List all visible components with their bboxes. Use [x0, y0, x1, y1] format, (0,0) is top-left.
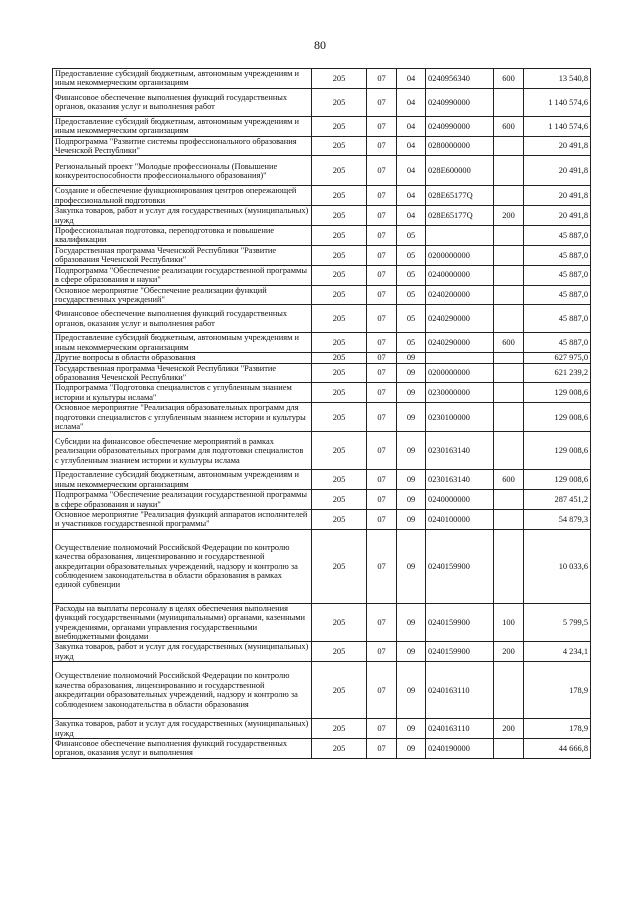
line-expense-type [494, 265, 524, 285]
line-section: 07 [367, 156, 397, 186]
line-name: Подпрограмма "Обеспечение реализации государственной программы в сфере образования и науки" [53, 265, 312, 285]
line-expense-type [494, 285, 524, 305]
line-grbs: 205 [312, 363, 367, 383]
line-amount: 129 008,6 [524, 383, 591, 403]
line-grbs: 205 [312, 470, 367, 490]
line-target-article: 0200000000 [426, 363, 494, 383]
table-row [53, 116, 591, 136]
line-section: 07 [367, 490, 397, 510]
budget-table [52, 68, 591, 759]
line-grbs: 205 [312, 490, 367, 510]
line-amount: 13 540,8 [524, 69, 591, 89]
table-row [53, 739, 591, 759]
line-target-article: 028E65177Q [426, 206, 494, 226]
line-target-article [426, 226, 494, 246]
line-section: 07 [367, 529, 397, 603]
line-section: 07 [367, 353, 397, 363]
line-grbs: 205 [312, 265, 367, 285]
line-section: 07 [367, 186, 397, 206]
line-subsection: 09 [397, 662, 426, 719]
line-section: 07 [367, 285, 397, 305]
line-section: 07 [367, 603, 397, 642]
line-name: Финансовое обеспечение выполнения функций государственных органов, оказания услуг и выполнения работ [53, 88, 312, 116]
line-amount: 129 008,6 [524, 470, 591, 490]
line-target-article: 0240159900 [426, 603, 494, 642]
line-amount: 4 234,1 [524, 642, 591, 662]
table-row [53, 490, 591, 510]
line-amount: 621 239,2 [524, 363, 591, 383]
line-amount: 627 975,0 [524, 353, 591, 363]
line-section: 07 [367, 432, 397, 470]
line-amount: 178,9 [524, 662, 591, 719]
line-amount: 178,9 [524, 719, 591, 739]
table-row [53, 363, 591, 383]
line-target-article: 0240290000 [426, 333, 494, 353]
line-amount: 10 033,6 [524, 529, 591, 603]
line-target-article: 0240200000 [426, 285, 494, 305]
line-subsection: 04 [397, 88, 426, 116]
line-expense-type [494, 403, 524, 432]
table-row [53, 265, 591, 285]
line-subsection: 05 [397, 333, 426, 353]
line-name: Финансовое обеспечение выполнения функций государственных органов, оказания услуг и выполнения работ [53, 305, 312, 333]
line-subsection: 05 [397, 265, 426, 285]
line-expense-type [494, 662, 524, 719]
line-subsection: 04 [397, 156, 426, 186]
line-grbs: 205 [312, 403, 367, 432]
line-amount: 20 491,8 [524, 156, 591, 186]
line-subsection: 04 [397, 69, 426, 89]
line-section: 07 [367, 642, 397, 662]
line-amount: 44 666,8 [524, 739, 591, 759]
line-section: 07 [367, 363, 397, 383]
line-grbs: 205 [312, 226, 367, 246]
line-name: Расходы на выплаты персоналу в целях обеспечения выполнения функций государственными (муниципальными) органами, казенными учреждениями, органами управления государственными внебюджетными фондами [53, 603, 312, 642]
line-section: 07 [367, 739, 397, 759]
line-subsection: 09 [397, 470, 426, 490]
line-name: Осуществление полномочий Российской Федерации по контролю качества образования, лицензированию и государственной аккредитации образовательных учреждений, надзору и контролю за соблюдением законодательства в области образования [53, 662, 312, 719]
table-row [53, 245, 591, 265]
line-subsection: 09 [397, 603, 426, 642]
line-grbs: 205 [312, 662, 367, 719]
line-section: 07 [367, 136, 397, 156]
line-target-article: 0230000000 [426, 383, 494, 403]
line-expense-type [494, 88, 524, 116]
table-row [53, 88, 591, 116]
line-section: 07 [367, 510, 397, 530]
line-amount: 129 008,6 [524, 432, 591, 470]
line-amount: 54 879,3 [524, 510, 591, 530]
line-section: 07 [367, 226, 397, 246]
line-section: 07 [367, 383, 397, 403]
line-subsection: 05 [397, 305, 426, 333]
line-subsection: 09 [397, 353, 426, 363]
line-grbs: 205 [312, 719, 367, 739]
line-name: Профессиональная подготовка, переподготовка и повышение квалификации [53, 226, 312, 246]
table-row [53, 136, 591, 156]
line-section: 07 [367, 333, 397, 353]
line-grbs: 205 [312, 88, 367, 116]
table-row [53, 529, 591, 603]
table-row [53, 305, 591, 333]
line-expense-type: 600 [494, 470, 524, 490]
line-expense-type [494, 383, 524, 403]
line-expense-type: 600 [494, 333, 524, 353]
line-subsection: 09 [397, 642, 426, 662]
line-amount: 20 491,8 [524, 186, 591, 206]
line-amount: 45 887,0 [524, 245, 591, 265]
line-amount: 45 887,0 [524, 305, 591, 333]
line-grbs: 205 [312, 333, 367, 353]
line-expense-type [494, 432, 524, 470]
table-row [53, 603, 591, 642]
table-row [53, 353, 591, 363]
table-row [53, 333, 591, 353]
line-subsection: 05 [397, 226, 426, 246]
line-name: Предоставление субсидий бюджетным, автономным учреждениям и иным некоммерческим организациям [53, 470, 312, 490]
table-row [53, 470, 591, 490]
table-row [53, 719, 591, 739]
line-subsection: 09 [397, 403, 426, 432]
line-name: Государственная программа Чеченской Республики "Развитие образования Чеченской Республики" [53, 245, 312, 265]
line-target-article: 0240163110 [426, 719, 494, 739]
line-section: 07 [367, 88, 397, 116]
line-expense-type: 600 [494, 116, 524, 136]
line-expense-type [494, 490, 524, 510]
line-section: 07 [367, 719, 397, 739]
page-number: 80 [314, 38, 326, 52]
table-row [53, 285, 591, 305]
line-grbs: 205 [312, 383, 367, 403]
table-row [53, 206, 591, 226]
line-expense-type: 200 [494, 642, 524, 662]
line-subsection: 09 [397, 432, 426, 470]
table-row [53, 383, 591, 403]
line-target-article: 0200000000 [426, 245, 494, 265]
line-target-article: 0240990000 [426, 116, 494, 136]
line-target-article: 0240000000 [426, 490, 494, 510]
line-target-article: 0240159900 [426, 642, 494, 662]
line-grbs: 205 [312, 116, 367, 136]
line-name: Подпрограмма "Подготовка специалистов с углубленным знанием истории и культуры ислама" [53, 383, 312, 403]
table-row [53, 662, 591, 719]
line-target-article: 0240163110 [426, 662, 494, 719]
line-name: Предоставление субсидий бюджетным, автономным учреждениям и иным некоммерческим организациям [53, 333, 312, 353]
line-target-article: 0280000000 [426, 136, 494, 156]
table-row [53, 510, 591, 530]
line-amount: 45 887,0 [524, 265, 591, 285]
line-name: Предоставление субсидий бюджетным, автономным учреждениям и иным некоммерческим организациям [53, 69, 312, 89]
line-expense-type: 600 [494, 69, 524, 89]
line-subsection: 05 [397, 285, 426, 305]
line-grbs: 205 [312, 305, 367, 333]
line-subsection: 04 [397, 186, 426, 206]
line-section: 07 [367, 206, 397, 226]
line-section: 07 [367, 245, 397, 265]
line-section: 07 [367, 470, 397, 490]
line-grbs: 205 [312, 739, 367, 759]
line-name: Подпрограмма "Обеспечение реализации государственной программы в сфере образования и науки" [53, 490, 312, 510]
line-name: Предоставление субсидий бюджетным, автономным учреждениям и иным некоммерческим организациям [53, 116, 312, 136]
line-grbs: 205 [312, 529, 367, 603]
line-expense-type [494, 186, 524, 206]
line-target-article: 0230100000 [426, 403, 494, 432]
line-target-article: 0240159900 [426, 529, 494, 603]
line-subsection: 09 [397, 363, 426, 383]
line-name: Осуществление полномочий Российской Федерации по контролю качества образования, лицензированию и государственной аккредитации образовательных учреждений, надзору и контролю за соблюдением законодательства в области образования в рамках единой субвенции [53, 529, 312, 603]
table-row [53, 642, 591, 662]
line-target-article: 0240190000 [426, 739, 494, 759]
line-subsection: 09 [397, 739, 426, 759]
line-expense-type [494, 156, 524, 186]
line-grbs: 205 [312, 353, 367, 363]
line-expense-type: 100 [494, 603, 524, 642]
line-expense-type: 200 [494, 719, 524, 739]
line-subsection: 09 [397, 529, 426, 603]
line-expense-type [494, 363, 524, 383]
line-target-article: 0240990000 [426, 88, 494, 116]
line-name: Закупка товаров, работ и услуг для государственных (муниципальных) нужд [53, 719, 312, 739]
line-name: Закупка товаров, работ и услуг для государственных (муниципальных) нужд [53, 206, 312, 226]
line-target-article: 028E65177Q [426, 186, 494, 206]
table-row [53, 156, 591, 186]
line-target-article: 0240290000 [426, 305, 494, 333]
line-expense-type [494, 739, 524, 759]
line-target-article: 028E600000 [426, 156, 494, 186]
line-amount: 129 008,6 [524, 403, 591, 432]
line-expense-type [494, 136, 524, 156]
table-row [53, 226, 591, 246]
line-amount: 1 140 574,6 [524, 116, 591, 136]
line-subsection: 05 [397, 245, 426, 265]
line-amount: 287 451,2 [524, 490, 591, 510]
line-grbs: 205 [312, 136, 367, 156]
line-grbs: 205 [312, 603, 367, 642]
line-name: Создание и обеспечение функционирования центров опережающей профессиональной подготовки [53, 186, 312, 206]
line-expense-type [494, 529, 524, 603]
line-expense-type [494, 305, 524, 333]
line-name: Региональный проект "Молодые профессионалы (Повышение конкурентоспособности профессионального образования)" [53, 156, 312, 186]
line-name: Основное мероприятие "Реализация функций аппаратов исполнителей и участников государственной программы" [53, 510, 312, 530]
line-amount: 20 491,8 [524, 136, 591, 156]
line-expense-type [494, 510, 524, 530]
line-amount: 45 887,0 [524, 285, 591, 305]
line-name: Другие вопросы в области образования [53, 353, 312, 363]
line-expense-type [494, 245, 524, 265]
line-grbs: 205 [312, 285, 367, 305]
line-grbs: 205 [312, 69, 367, 89]
line-grbs: 205 [312, 642, 367, 662]
line-grbs: 205 [312, 510, 367, 530]
line-name: Подпрограмма "Развитие системы профессионального образования Чеченской Республики" [53, 136, 312, 156]
table-row [53, 403, 591, 432]
line-subsection: 09 [397, 383, 426, 403]
line-subsection: 09 [397, 719, 426, 739]
line-section: 07 [367, 305, 397, 333]
line-subsection: 04 [397, 116, 426, 136]
line-subsection: 04 [397, 206, 426, 226]
line-name: Основное мероприятие "Реализация образовательных программ для подготовки специалистов с углубленным знанием истории и культуры ислама" [53, 403, 312, 432]
line-amount: 20 491,8 [524, 206, 591, 226]
line-expense-type [494, 353, 524, 363]
line-name: Субсидии на финансовое обеспечение мероприятий в рамках реализации образовательных программ для подготовки специалистов с углубленным знанием истории и культуры ислама [53, 432, 312, 470]
line-target-article: 0230163140 [426, 470, 494, 490]
line-section: 07 [367, 265, 397, 285]
line-grbs: 205 [312, 432, 367, 470]
line-subsection: 04 [397, 136, 426, 156]
table-row [53, 69, 591, 89]
line-amount: 5 799,5 [524, 603, 591, 642]
line-grbs: 205 [312, 206, 367, 226]
line-subsection: 09 [397, 490, 426, 510]
line-section: 07 [367, 69, 397, 89]
line-name: Основное мероприятие "Обеспечение реализации функций государственных учреждений" [53, 285, 312, 305]
line-expense-type [494, 226, 524, 246]
line-target-article [426, 353, 494, 363]
line-name: Государственная программа Чеченской Республики "Развитие образования Чеченской Республики" [53, 363, 312, 383]
line-amount: 45 887,0 [524, 333, 591, 353]
line-section: 07 [367, 662, 397, 719]
line-amount: 1 140 574,6 [524, 88, 591, 116]
line-target-article: 0240956340 [426, 69, 494, 89]
table-row [53, 186, 591, 206]
line-target-article: 0230163140 [426, 432, 494, 470]
line-section: 07 [367, 403, 397, 432]
line-section: 07 [367, 116, 397, 136]
table-row [53, 432, 591, 470]
line-grbs: 205 [312, 156, 367, 186]
line-grbs: 205 [312, 245, 367, 265]
line-target-article: 0240100000 [426, 510, 494, 530]
line-name: Закупка товаров, работ и услуг для государственных (муниципальных) нужд [53, 642, 312, 662]
line-target-article: 0240000000 [426, 265, 494, 285]
line-amount: 45 887,0 [524, 226, 591, 246]
line-name: Финансовое обеспечение выполнения функций государственных органов, оказания услуг и выполнения [53, 739, 312, 759]
line-expense-type: 200 [494, 206, 524, 226]
line-subsection: 09 [397, 510, 426, 530]
line-grbs: 205 [312, 186, 367, 206]
